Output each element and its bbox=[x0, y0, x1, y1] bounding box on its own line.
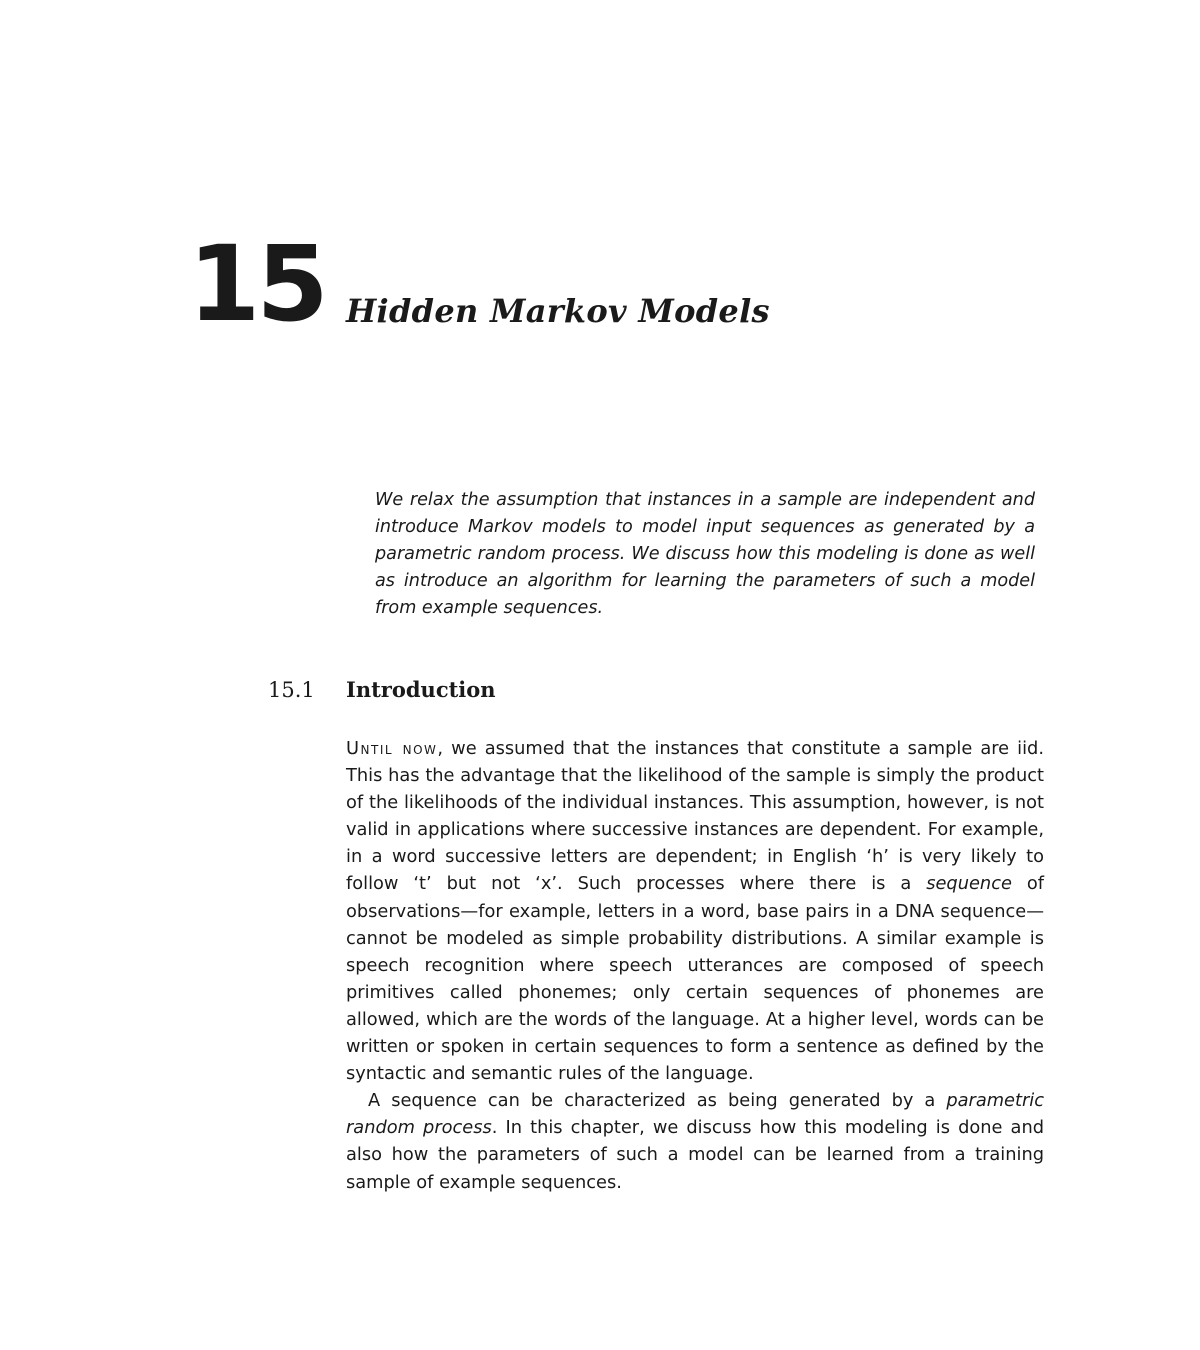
body-paragraph-2 bbox=[346, 1087, 1044, 1195]
emphasized-term: parametric random process bbox=[346, 1090, 1044, 1139]
chapter-abstract: We relax the assumption that instances in a sample are independent and introduce Markov models to model input sequences as generated by a parametric random process. We discuss how this modeling is done as well as introduce an algorithm for learning the parameters of such a model from example sequences. bbox=[375, 490, 1035, 618]
body-paragraph-1 bbox=[346, 735, 1044, 1087]
section-heading bbox=[268, 676, 1048, 704]
paragraph-lead-smallcaps: Until now bbox=[346, 738, 438, 759]
chapter-title: Hidden Markov Models bbox=[346, 292, 770, 330]
chapter-number: 15 bbox=[188, 223, 325, 345]
section-title: Introduction bbox=[346, 677, 496, 702]
paragraph-text: . In this chapter, we discuss how this modeling is done and also how the parameters of such a model can be learned from a training sample of example sequences. bbox=[346, 1117, 1045, 1193]
paragraph-text: , we assumed that the instances that constitute a sample are iid. This has the advantage that the likelihood of the sample is simply the product of the likelihoods of the individual instances. This assumption, however, is not valid in applications where successive instances are dependent. For example, in a word successive letters are dependent; in English ‘h’ is very likely to follow ‘t’ but not ‘x’. Such processes where there is a bbox=[346, 738, 1044, 895]
emphasized-term: sequence bbox=[926, 873, 1012, 895]
section-number: 15.1 bbox=[268, 678, 315, 702]
paragraph-text: of observations—for example, letters in a word, base pairs in a DNA sequence—cannot be modeled as simple probability distributions. A similar example is speech recognition where speech utterances are composed of speech primitives called phonemes; only certain sequences of phonemes are allowed, which are the words of the language. At a higher level, words can be written or spoken in certain sequences to form a sentence as defined by the syntactic and semantic rules of the language. bbox=[346, 873, 1044, 1085]
section-body bbox=[346, 735, 1044, 1196]
paragraph-text: A sequence can be characterized as being generated by a bbox=[368, 1090, 947, 1112]
